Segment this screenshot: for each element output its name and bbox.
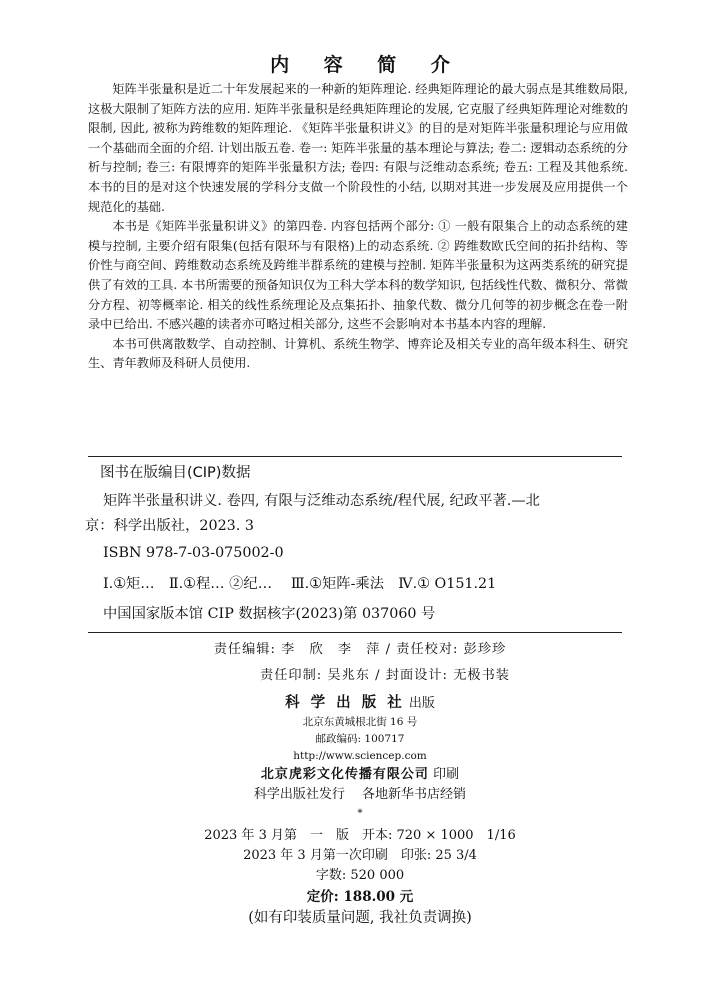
distribution: 科学出版社发行 各地新华书店经销 [253,787,467,802]
publisher-address: 北京东黄城根北街 16 号 [302,716,418,728]
price: 定价: 188.00 元 [306,889,414,905]
content-summary [88,80,628,374]
cip-entry [85,489,623,539]
printing-info: 2023 年 3 月第一次印刷 印张: 25 3/4 [243,848,477,863]
page-title: 内 容 简 介 [270,54,464,76]
cip-heading: 图书在版编目(CIP)数据 [100,465,251,481]
word-count: 字数: 520 000 [315,868,405,883]
publisher-info [0,693,720,928]
cip-entry-line-1: 矩阵半张量积讲义. 卷四, 有限与泛维动态系统/程代展, 纪政平著.—北 [103,493,540,509]
quality-notice: (如有印装质量问题, 我社负责调换) [248,910,472,926]
classification: Ⅰ.①矩… Ⅱ.①程… ②纪… Ⅲ.①矩阵-乘法 Ⅳ.① O151.21 [103,576,497,592]
printer-name: 北京虎彩文化传播有限公司 [260,767,429,782]
divider-bottom [88,632,622,633]
publisher-name: 科 学 出 版 社 [285,694,405,711]
print-design-line: 责任印制: 吴兆东 / 封面设计: 无极书装 [260,668,510,683]
printer-suffix: 印刷 [433,767,460,782]
cip-block [85,461,623,623]
summary-paragraph-1: 矩阵半张量积是近二十年发展起来的一种新的矩阵理论. 经典矩阵理论的最大弱点是其维数局限, 这极大限制了矩阵方法的应用. 矩阵半张量积是经典矩阵理论的发展, 它克服了经典矩阵理论对维数的限制, 因此, 被称为跨维数的矩阵理论. 《矩阵半张量积讲义》的目的是对矩阵半张量积理论与应用做一个基础而全面的介绍. 计划出版五卷. 卷一: 矩阵半张量的基本理论与算法; 卷二: 逻辑动态系统的分析与控制; 卷三: 有限博弈的矩阵半张量积方法; 卷四: 有限与泛维动态系统; 卷五: 工程及其他系统. 本书的目的是对这个快速发展的学科分支做一个阶段性的小结, 以期对其进一步发展及应用提供一个规范化的基础. [88,82,628,214]
staff-credits [0,637,720,689]
editor-line: 责任编辑: 李 欣 李 萍 / 责任校对: 彭珍珍 [213,642,507,657]
cip-entry-line-2: 京：科学出版社，2023. 3 [85,518,254,534]
separator-asterisk: * [357,807,363,819]
publisher-postcode: 邮政编码: 100717 [315,733,405,745]
publisher-suffix: 出版 [408,696,435,711]
isbn: ISBN 978-7-03-075002-0 [103,545,284,561]
cip-number: 中国国家版本馆 CIP 数据核字(2023)第 037060 号 [103,606,436,622]
summary-paragraph-3: 本书可供离散数学、自动控制、计算机、系统生物学、博弈论及相关专业的高年级本科生、研究生、青年教师及科研人员使用. [88,336,628,371]
summary-paragraph-2: 本书是《矩阵半张量积讲义》的第四卷. 内容包括两个部分: ① 一般有限集合上的动态系统的建模与控制, 主要介绍有限集(包括有限环与有限格)上的动态系统. ② 跨维数欧氏空间的拓扑结构、等价性与商空间、跨维数动态系统及跨维半群系统的建模与控制. 矩阵半张量积为这两类系统的研究提供了有效的工具. 本书所需要的预备知识仅为工科大学本科的数学知识, 包括线性代数、微积分、常微分方程、初等概率论. 相关的线性系统理论及点集拓扑、抽象代数、微分几何等的初步概念在卷一附录中已给出. 不感兴趣的读者亦可略过相关部分, 这些不会影响对本书基本内容的理解. [88,219,628,332]
publisher-url: http://www.sciencep.com [293,750,427,762]
edition-info: 2023 年 3 月第 一 版 开本: 720 × 1000 1/16 [204,828,516,843]
divider-top [88,456,622,457]
